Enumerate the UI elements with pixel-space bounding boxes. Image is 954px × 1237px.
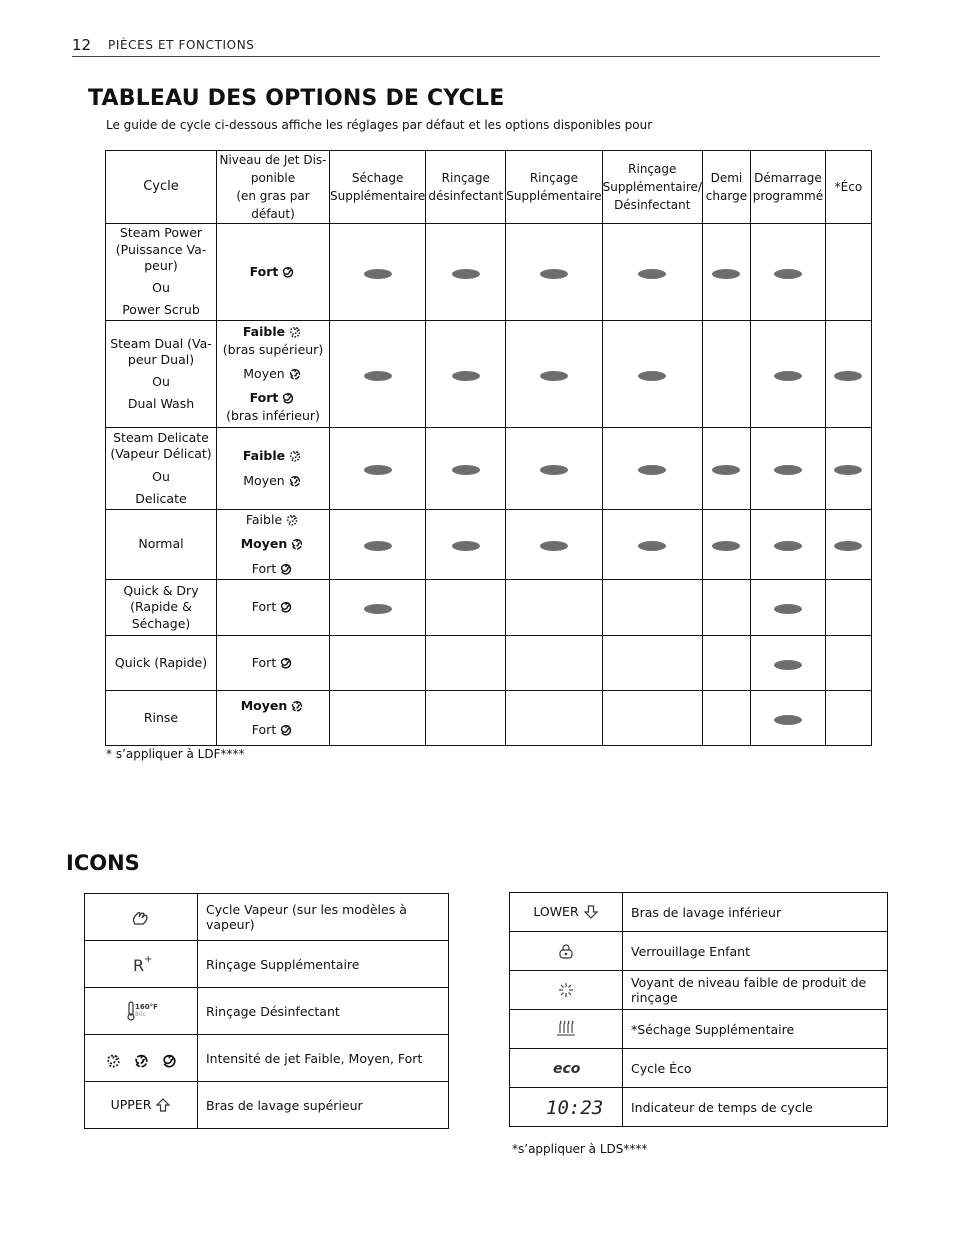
page-number: 12 — [72, 36, 92, 54]
option-cell-demarrage — [750, 691, 825, 746]
icon-row — [510, 971, 888, 1010]
icons-table-right — [509, 892, 888, 1127]
option-cell-rincage-desinfectant — [426, 224, 506, 321]
jet-level-label: (bras supérieur) — [222, 341, 324, 357]
cycle-name-cell — [106, 580, 217, 636]
option-cell-rincage-supplementaire — [506, 224, 602, 321]
icon-cell — [85, 941, 198, 988]
icon-row — [85, 1082, 449, 1129]
icon-cell — [510, 932, 623, 971]
jet-low-icon — [288, 323, 303, 338]
option-cell-eco — [825, 691, 871, 746]
icon-description: Rinçage Supplémentaire — [198, 941, 449, 988]
jet-low-icon — [285, 511, 300, 526]
icon-row — [85, 1035, 449, 1082]
table-row — [106, 636, 872, 691]
option-cell-rincage-supp-desinf — [602, 580, 702, 636]
option-cell-demi-charge — [702, 636, 750, 691]
jet-medium-icon — [290, 535, 305, 550]
child-lock-icon — [557, 942, 575, 960]
icon-row — [85, 941, 449, 988]
jet-level-entry — [217, 598, 329, 616]
header-rule — [72, 56, 880, 57]
lower-arrow-icon — [583, 904, 599, 920]
cycle-name-line: Delicate — [135, 490, 187, 506]
cycle-name-line: Steam Dual (Va- — [110, 335, 212, 351]
icon-description: Cycle Vapeur (sur les modèles à vapeur) — [198, 894, 449, 941]
option-available-mark — [712, 465, 740, 475]
option-available-mark — [712, 541, 740, 551]
cycle-name-line: Quick (Rapide) — [114, 654, 208, 670]
cycle-name-line: Dual Wash — [127, 396, 195, 412]
jet-level-entry — [217, 341, 329, 359]
jet-strong-icon — [279, 721, 294, 736]
col-header-rincage-supplementaire: Rinçage Supplémentaire — [506, 151, 602, 224]
jet-level-entry — [217, 365, 329, 383]
option-available-mark — [452, 541, 480, 551]
jet-level-label: Moyen — [240, 697, 288, 713]
option-available-mark — [452, 465, 480, 475]
cycle-name-line: (Rapide & — [130, 599, 192, 615]
icon-cell — [510, 971, 623, 1010]
option-cell-rincage-desinfectant — [426, 321, 506, 428]
table-header-row — [106, 151, 872, 224]
cycle-name-line: Steam Delicate — [113, 430, 209, 445]
cycle-name-cell — [106, 636, 217, 691]
option-cell-rincage-desinfectant — [426, 510, 506, 580]
option-cell-rincage-desinfectant — [426, 691, 506, 746]
icons-title: ICONS — [66, 851, 140, 875]
jet-level-label: Fort — [251, 560, 277, 576]
jet-levels-icon — [99, 1050, 183, 1065]
option-cell-sechage — [330, 321, 426, 428]
jet-level-label: Faible — [242, 448, 286, 464]
col-header-demi-charge: Demi charge — [702, 151, 750, 224]
icons-table-left — [84, 893, 449, 1129]
icon-caption: UPPER — [110, 1096, 152, 1112]
option-cell-eco — [825, 636, 871, 691]
section-label: PIÈCES ET FONCTIONS — [108, 38, 255, 52]
option-cell-sechage — [330, 691, 426, 746]
option-cell-rincage-desinfectant — [426, 428, 506, 510]
col-header-demarrage: Démarrage programmé — [750, 151, 825, 224]
cycle-name-line: peur Dual) — [127, 351, 195, 367]
icon-cell — [85, 894, 198, 941]
icon-cell — [85, 1082, 198, 1129]
jet-level-cell — [217, 224, 330, 321]
option-cell-demi-charge — [702, 691, 750, 746]
jet-level-label: Fort — [251, 599, 277, 615]
icon-row — [85, 988, 449, 1035]
extra-dry-icon — [555, 1020, 577, 1038]
icon-description: Indicateur de temps de cycle — [623, 1088, 888, 1127]
jet-level-entry — [217, 472, 329, 490]
jet-level-cell — [217, 428, 330, 510]
jet-level-entry — [217, 263, 329, 281]
option-cell-demarrage — [750, 580, 825, 636]
icon-description: Bras de lavage inférieur — [623, 893, 888, 932]
icon-cell — [510, 1010, 623, 1049]
cycle-name-cell — [106, 428, 217, 510]
sanitize-thermometer-icon — [126, 1000, 156, 1022]
jet-strong-icon — [159, 1048, 179, 1068]
table-row — [106, 691, 872, 746]
cycle-name-line: Quick & Dry — [123, 583, 199, 599]
cycle-name-line: Power Scrub — [122, 302, 200, 318]
jet-level-entry — [217, 511, 329, 529]
jet-medium-icon — [288, 472, 303, 487]
col-header-jet: Niveau de Jet Dis- ponible (en gras par défaut) — [217, 151, 330, 224]
option-cell-rincage-supplementaire — [506, 580, 602, 636]
option-available-mark — [638, 269, 666, 279]
option-cell-rincage-supplementaire — [506, 321, 602, 428]
option-cell-sechage — [330, 428, 426, 510]
option-available-mark — [834, 371, 862, 381]
option-cell-sechage — [330, 510, 426, 580]
option-available-mark — [774, 269, 802, 279]
option-available-mark — [452, 269, 480, 279]
jet-strong-icon — [279, 598, 294, 613]
jet-level-cell — [217, 580, 330, 636]
option-available-mark — [364, 604, 392, 614]
jet-level-label: (bras inférieur) — [226, 408, 320, 424]
option-cell-demi-charge — [702, 580, 750, 636]
option-available-mark — [712, 269, 740, 279]
cycle-name-cell — [106, 510, 217, 580]
cycle-time-display-icon — [544, 1096, 604, 1119]
jet-level-label: Moyen — [240, 536, 288, 552]
option-available-mark — [834, 541, 862, 551]
icon-row — [510, 893, 888, 932]
option-cell-demi-charge — [702, 428, 750, 510]
svg-text:80c: 80c — [135, 1011, 146, 1018]
option-cell-rincage-supplementaire — [506, 428, 602, 510]
icon-row — [85, 894, 449, 941]
option-cell-eco — [825, 224, 871, 321]
jet-level-entry — [217, 323, 329, 341]
option-cell-rincage-desinfectant — [426, 580, 506, 636]
cycle-name-line: Steam Power — [119, 225, 203, 241]
table-row — [106, 510, 872, 580]
jet-strong-icon — [279, 654, 294, 669]
jet-level-entry — [217, 447, 329, 465]
option-cell-demarrage — [750, 224, 825, 321]
jet-level-entry — [217, 535, 329, 553]
icon-row — [510, 1049, 888, 1088]
cycle-options-table — [105, 150, 872, 746]
intro-text: Le guide de cycle ci-dessous affiche les réglages par défaut et les options disponibles pour — [106, 118, 653, 132]
option-cell-eco — [825, 580, 871, 636]
svg-text:+: + — [144, 954, 153, 965]
cycle-name-cell — [106, 224, 217, 321]
option-available-mark — [774, 604, 802, 614]
option-available-mark — [774, 465, 802, 475]
svg-text:R: R — [133, 956, 145, 975]
option-cell-demi-charge — [702, 510, 750, 580]
icon-description: Cycle Éco — [623, 1049, 888, 1088]
option-cell-rincage-supp-desinf — [602, 510, 702, 580]
option-cell-demarrage — [750, 428, 825, 510]
option-available-mark — [540, 541, 568, 551]
jet-level-label: Moyen — [243, 365, 285, 381]
jet-level-label: Faible — [242, 323, 286, 339]
jet-strong-icon — [279, 560, 294, 575]
jet-level-label: Fort — [249, 263, 279, 279]
option-cell-rincage-supp-desinf — [602, 428, 702, 510]
footnote-ldf: * s’appliquer à LDF**** — [106, 747, 245, 761]
footnote-lds: *s’appliquer à LDS**** — [512, 1142, 648, 1156]
rinse-aid-low-icon — [557, 981, 575, 999]
svg-text:160°F: 160°F — [135, 1003, 158, 1011]
svg-text:10:23: 10:23 — [546, 1097, 604, 1119]
option-cell-demi-charge — [702, 224, 750, 321]
icon-cell — [510, 1088, 623, 1127]
jet-strong-icon — [281, 263, 296, 278]
jet-level-entry — [217, 654, 329, 672]
option-cell-demarrage — [750, 636, 825, 691]
option-available-mark — [540, 465, 568, 475]
table-row — [106, 321, 872, 428]
option-cell-eco — [825, 428, 871, 510]
option-available-mark — [540, 269, 568, 279]
jet-low-icon — [103, 1048, 123, 1068]
cycle-name-cell — [106, 321, 217, 428]
cycle-name-line: Normal — [138, 536, 184, 552]
icon-cell — [85, 1035, 198, 1082]
icon-cell — [85, 988, 198, 1035]
icon-row — [510, 932, 888, 971]
option-available-mark — [834, 465, 862, 475]
col-header-sechage: Séchage Supplémentaire — [330, 151, 426, 224]
option-cell-rincage-supp-desinf — [602, 321, 702, 428]
option-available-mark — [452, 371, 480, 381]
icon-cell — [510, 1049, 623, 1088]
eco-icon — [551, 1059, 581, 1077]
jet-level-entry — [217, 407, 329, 425]
jet-level-cell — [217, 636, 330, 691]
table-row — [106, 580, 872, 636]
jet-medium-icon — [131, 1048, 151, 1068]
table-row — [106, 428, 872, 510]
option-available-mark — [638, 541, 666, 551]
jet-level-label: Faible — [245, 512, 283, 528]
cycle-name-line: Ou — [152, 468, 170, 484]
icon-description: Verrouillage Enfant — [623, 932, 888, 971]
option-cell-eco — [825, 510, 871, 580]
option-available-mark — [774, 715, 802, 725]
option-cell-rincage-supp-desinf — [602, 636, 702, 691]
option-cell-sechage — [330, 224, 426, 321]
option-cell-demi-charge — [702, 321, 750, 428]
upper-arrow-icon — [155, 1097, 171, 1113]
option-available-mark — [774, 660, 802, 670]
jet-level-entry — [217, 697, 329, 715]
option-available-mark — [540, 371, 568, 381]
option-available-mark — [774, 541, 802, 551]
icon-description: Rinçage Désinfectant — [198, 988, 449, 1035]
cycle-name-line: Ou — [152, 374, 170, 389]
jet-level-entry — [217, 560, 329, 578]
option-cell-rincage-supp-desinf — [602, 224, 702, 321]
icon-description: Bras de lavage supérieur — [198, 1082, 449, 1129]
icon-description: Intensité de jet Faible, Moyen, Fort — [198, 1035, 449, 1082]
icon-description: Voyant de niveau faible de produit de rinçage — [623, 971, 888, 1010]
svg-text:eco: eco — [553, 1061, 581, 1077]
icon-cell — [510, 893, 623, 932]
option-available-mark — [774, 371, 802, 381]
jet-level-label: Moyen — [243, 472, 285, 488]
col-header-cycle: Cycle — [106, 151, 217, 224]
cycle-name-line: Séchage) — [131, 615, 191, 631]
option-cell-eco — [825, 321, 871, 428]
option-cell-rincage-desinfectant — [426, 636, 506, 691]
jet-level-cell — [217, 321, 330, 428]
option-cell-rincage-supplementaire — [506, 636, 602, 691]
jet-low-icon — [288, 447, 303, 462]
jet-strong-icon — [281, 389, 296, 404]
cycle-name-line: peur) — [144, 257, 178, 273]
jet-level-entry — [217, 389, 329, 407]
cycle-name-line: (Vapeur Délicat) — [110, 446, 212, 462]
jet-level-cell — [217, 691, 330, 746]
col-header-rincage-supp-desinf: Rinçage Supplémentaire/ Désinfectant — [602, 151, 702, 224]
cycle-name-cell — [106, 691, 217, 746]
option-cell-demarrage — [750, 510, 825, 580]
option-cell-rincage-supplementaire — [506, 510, 602, 580]
col-header-eco: *Éco — [825, 151, 871, 224]
option-cell-demarrage — [750, 321, 825, 428]
jet-level-entry — [217, 721, 329, 739]
icon-row — [510, 1010, 888, 1049]
option-available-mark — [364, 465, 392, 475]
option-available-mark — [364, 541, 392, 551]
option-cell-sechage — [330, 636, 426, 691]
jet-level-cell — [217, 510, 330, 580]
cycle-name-line: Ou — [152, 280, 170, 296]
jet-level-label: Fort — [251, 654, 277, 670]
page-title: TABLEAU DES OPTIONS DE CYCLE — [88, 86, 505, 111]
jet-medium-icon — [288, 365, 303, 380]
option-available-mark — [638, 465, 666, 475]
col-header-rincage-desinfectant: Rinçage désinfectant — [426, 151, 506, 224]
table-row — [106, 224, 872, 321]
jet-level-label: Fort — [251, 722, 277, 737]
jet-medium-icon — [290, 697, 305, 712]
extra-rinse-icon — [130, 953, 152, 975]
option-cell-sechage — [330, 580, 426, 636]
option-cell-rincage-supp-desinf — [602, 691, 702, 746]
icon-row — [510, 1088, 888, 1127]
option-available-mark — [364, 371, 392, 381]
option-cell-rincage-supplementaire — [506, 691, 602, 746]
cycle-name-line: (Puissance Va- — [115, 241, 207, 257]
steam-icon — [130, 906, 152, 928]
jet-level-label: Fort — [249, 390, 279, 406]
cycle-name-line: Rinse — [143, 709, 179, 725]
option-available-mark — [638, 371, 666, 381]
icon-description: *Séchage Supplémentaire — [623, 1010, 888, 1049]
option-available-mark — [364, 269, 392, 279]
icon-caption: LOWER — [533, 903, 579, 919]
